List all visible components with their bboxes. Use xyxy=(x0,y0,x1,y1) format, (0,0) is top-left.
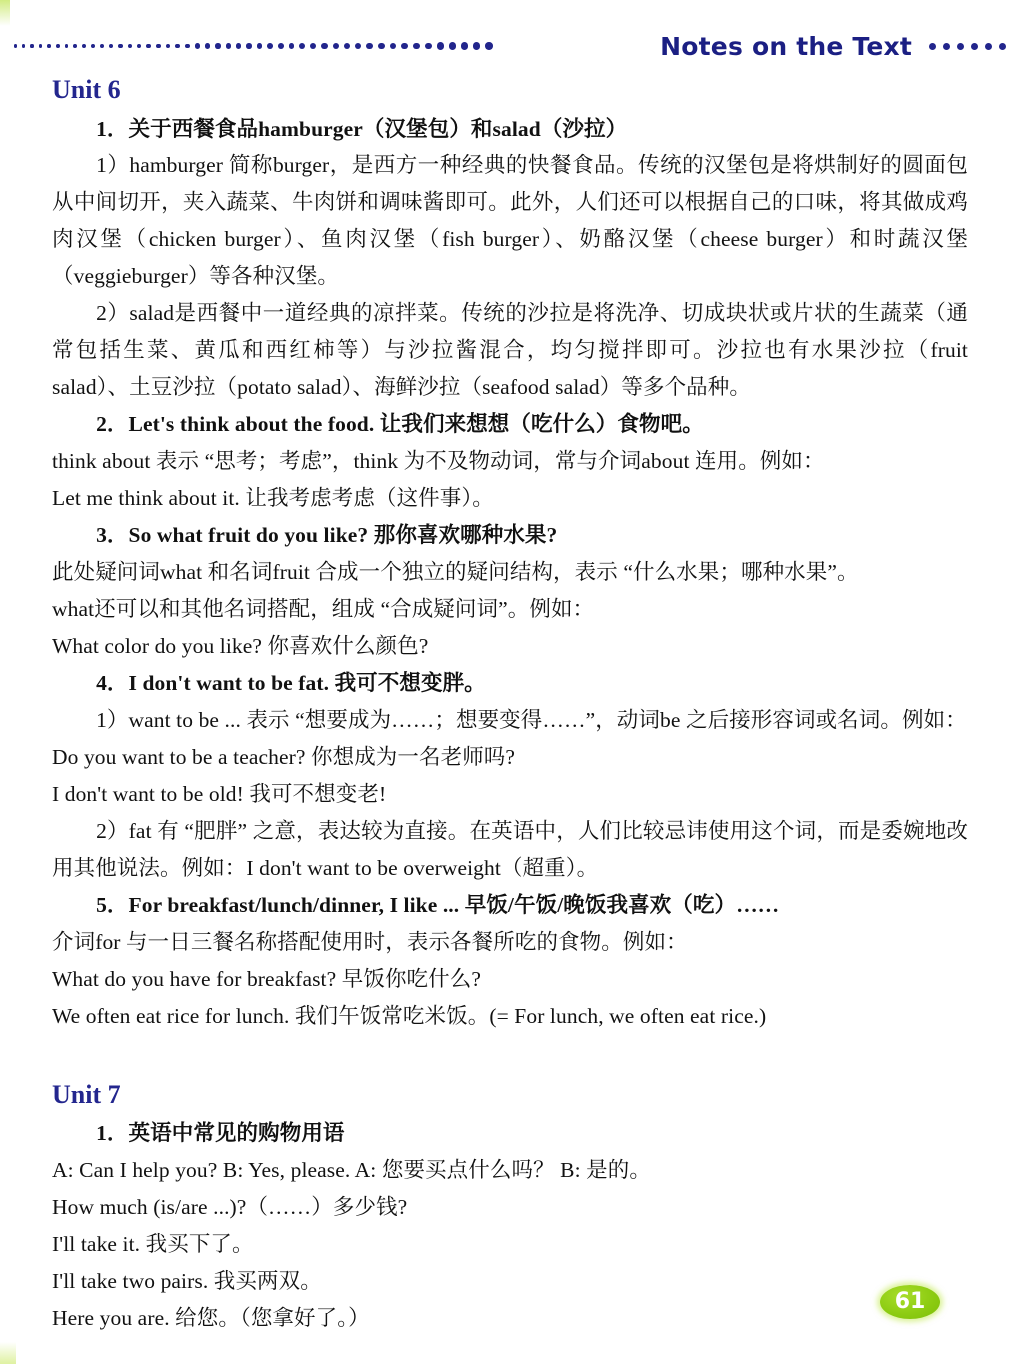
header-rule-dot xyxy=(65,44,69,48)
note-example-line: I don't want to be old! 我可不想变老! xyxy=(52,781,387,806)
note-example-line: Let me think about it. 让我考虑考虑（这件事）。 xyxy=(52,486,494,511)
note-example-line: I'll take two pairs. 我买两双。 xyxy=(52,1269,322,1294)
note-item-title: 1．关于西餐食品hamburger（汉堡包）和salad（沙拉） xyxy=(96,116,628,141)
note-example-line: I'll take it. 我买下了。 xyxy=(52,1232,254,1257)
header-rule-dot xyxy=(22,44,25,47)
page-edge-tint-left xyxy=(0,0,10,26)
header-rule-dot xyxy=(166,44,171,49)
note-example-line: A: Can I help you? B: Yes, please. A: 您要买点什么吗？ B: 是的。 xyxy=(52,1158,651,1183)
header-rule-dot xyxy=(366,43,372,49)
note-example-line: What do you have for breakfast? 早饭你吃什么? xyxy=(52,966,481,991)
page-edge-tint-bottom xyxy=(0,1342,16,1364)
note-example-line: 此处疑问词what 和名词fruit 合成一个独立的疑问结构，表示 “什么水果；哪种水果”。 xyxy=(52,560,859,585)
header-rule-dot xyxy=(118,44,122,48)
note-item-title: 5．For breakfast/lunch/dinner, I like ... 早饭/午饭/晚饭我喜欢（吃）…… xyxy=(96,892,780,917)
header-rule-dot xyxy=(257,43,263,49)
header-rule-dot xyxy=(267,43,273,49)
header-rule-dot xyxy=(146,44,151,49)
header-dot-rule xyxy=(0,35,648,57)
header-tail-dot xyxy=(971,43,978,50)
header-rule-dot xyxy=(485,42,492,49)
header-rule-dot xyxy=(185,44,190,49)
header-tail-dot xyxy=(999,43,1006,50)
header-rule-dot xyxy=(56,44,60,48)
note-example-line: 介词for 与一日三餐名称搭配使用时，表示各餐所吃的食物。例如： xyxy=(52,929,688,954)
header-rule-dot xyxy=(30,44,33,47)
header-rule-dot xyxy=(109,44,113,48)
note-example-line: Here you are. 给您。（您拿好了。） xyxy=(52,1306,370,1331)
header-rule-dot xyxy=(195,43,200,48)
header-rule-dot xyxy=(425,43,432,50)
header-tail-dot xyxy=(943,43,950,50)
note-paragraph: 2）fat 有 “肥胖” 之意，表达较为直接。在英语中，人们比较忌讳使用这个词，而是委婉地改用其他说法。例如：I don't want to be overweight（超重）。 xyxy=(52,818,968,880)
header-rule-dot xyxy=(449,42,456,49)
note-item-title: 3．So what fruit do you like? 那你喜欢哪种水果? xyxy=(96,523,558,548)
note-paragraph: 2）salad是西餐中一道经典的凉拌菜。传统的沙拉是将洗净、切成块状或片状的生蔬菜（通常包括生菜、黄瓜和西红柿等）与沙拉酱混合，均匀搅拌即可。沙拉也有水果沙拉（fruit salad）、土豆沙拉（potato salad）、海鲜沙拉（seafood salad）等多个品种。 xyxy=(52,301,968,400)
header-rule-dot xyxy=(47,44,51,48)
header-rule-dot xyxy=(205,43,210,48)
header-rule-dot xyxy=(333,43,339,49)
header-rule-dot xyxy=(461,42,468,49)
header-tail-dot xyxy=(929,43,936,50)
header-rule-dot xyxy=(299,43,305,49)
header-rule-dot xyxy=(82,44,86,48)
header-title: Notes on the Text xyxy=(660,31,912,61)
header-tail-dot xyxy=(985,43,992,50)
header-rule-dot xyxy=(289,43,295,49)
header-rule-dot xyxy=(215,43,220,48)
note-item-title: 4．I don't want to be fat. 我可不想变胖。 xyxy=(96,671,486,696)
unit-heading: Unit 7 xyxy=(52,1079,121,1109)
page-number-badge xyxy=(880,1285,940,1319)
header-rule-dot xyxy=(246,43,251,48)
header-rule-dot xyxy=(39,44,42,47)
page-content xyxy=(52,74,968,1337)
note-example-line: What color do you like? 你喜欢什么颜色? xyxy=(52,634,429,659)
header-rule-dot xyxy=(175,44,180,49)
header-rule-dot xyxy=(473,42,480,49)
header-rule-dot xyxy=(344,43,350,49)
note-paragraph: 1）want to be ... 表示 “想要成为……；想要变得……”，动词be 之后接形容词或名词。例如： xyxy=(96,708,967,732)
header-rule-dot xyxy=(91,44,95,48)
header-tail-dot xyxy=(957,43,964,50)
header-rule-dot xyxy=(401,43,408,50)
page-number: 61 xyxy=(894,1289,926,1314)
note-example-line: We often eat rice for lunch. 我们午饭常吃米饭。(= For lunch, we often eat rice.) xyxy=(52,1003,767,1028)
header-rule-dot xyxy=(137,44,141,48)
header-rule-dot xyxy=(437,42,444,49)
header-rule-dot xyxy=(100,44,104,48)
header-rule-dot xyxy=(226,43,231,48)
header-rule-dot xyxy=(390,43,397,50)
note-item-title: 1．英语中常见的购物用语 xyxy=(96,1121,345,1146)
header-rule-dot xyxy=(413,43,420,50)
header-rule-dot xyxy=(310,43,316,49)
note-example-line: How much (is/are ...)?（……）多少钱? xyxy=(52,1195,408,1220)
unit-heading: Unit 6 xyxy=(52,75,121,104)
note-item-title: 2．Let's think about the food. 让我们来想想（吃什么）食物吧。 xyxy=(96,412,704,437)
header-rule-dot xyxy=(378,43,385,50)
header-rule-dot xyxy=(355,43,361,49)
header-rule-dot xyxy=(321,43,327,49)
header-rule-dot xyxy=(156,44,161,49)
note-paragraph: 1）hamburger 简称burger，是西方一种经典的快餐食品。传统的汉堡包是将烘制好的圆面包从中间切开，夹入蔬菜、牛肉饼和调味酱即可。此外，人们还可以根据自己的口味，将其做成鸡肉汉堡（chicken burger）、鱼肉汉堡（fish burger）、奶酪汉堡（cheese burger）和时蔬汉堡（veggieburger）等各种汉堡。 xyxy=(52,153,968,289)
header-rule-dot xyxy=(73,44,77,48)
header-rule-dot xyxy=(278,43,284,49)
note-example-line: what还可以和其他名词搭配，组成 “合成疑问词”。例如： xyxy=(52,597,595,622)
note-example-line: Do you want to be a teacher? 你想成为一名老师吗? xyxy=(52,744,516,769)
header-rule-dot xyxy=(14,44,17,47)
header-rule-dot xyxy=(128,44,132,48)
header-rule-dot xyxy=(236,43,241,48)
running-header xyxy=(0,28,1024,64)
note-example-line: think about 表示 “思考；考虑”，think 为不及物动词，常与介词about 连用。例如： xyxy=(52,449,825,474)
header-dot-tail xyxy=(922,43,1006,50)
